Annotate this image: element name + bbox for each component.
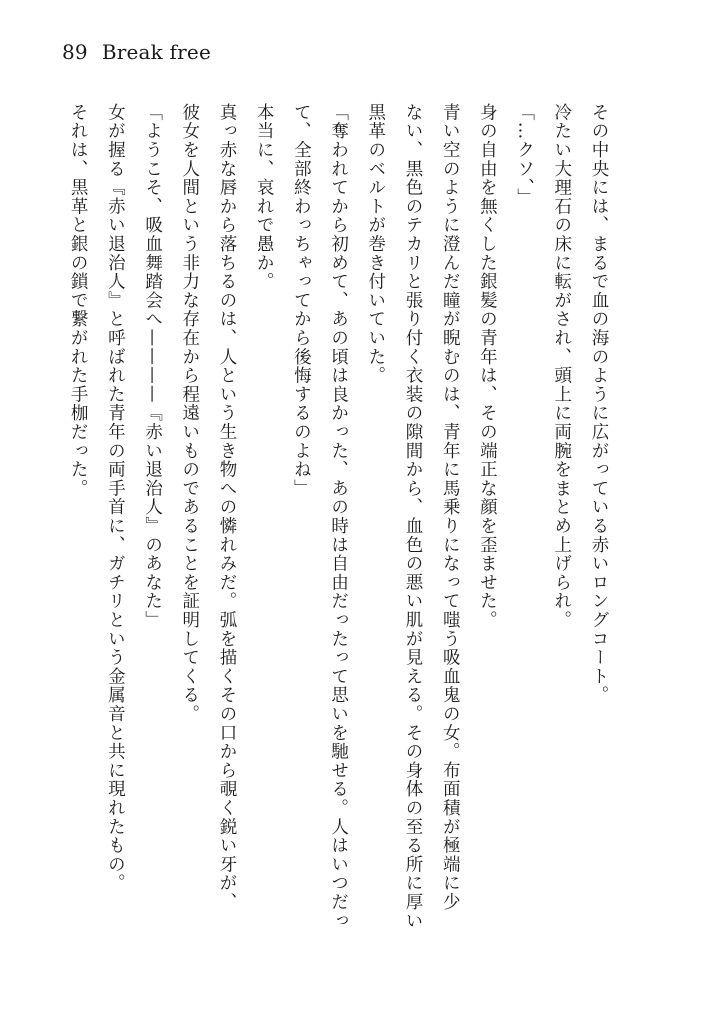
text-line: 彼女を人間という非力な存在から程遠いものであることを証明してくる。 bbox=[179, 103, 200, 724]
text-line: 青い空のように澄んだ瞳が睨むのは、青年に馬乗りになって嗤う吸血鬼の女。布面積が極端に少 bbox=[440, 103, 461, 912]
text-line: 冷たい大理石の床に転がされ、頭上に両腕をまとめ上げられ。 bbox=[551, 103, 572, 630]
vertical-body-text bbox=[59, 103, 617, 963]
text-line: 「…クソ、」 bbox=[514, 103, 535, 208]
text-line: 黒革のベルトが巻き付いていた。 bbox=[365, 103, 386, 385]
text-line: それは、黒革と銀の鎖で繋がれた手枷だった。 bbox=[68, 103, 89, 498]
text-line: 「ようこそ、吸血舞踏会へ————『赤い退治人』のあなた」 bbox=[142, 103, 163, 630]
text-line: 「奪われてから初めて、あの頃は良かった、あの時は自由だったって思いを馳せる。人はいつだっ bbox=[328, 103, 349, 931]
text-line: 身の自由を無くした銀髪の青年は、その端正な顔を歪ませた。 bbox=[477, 103, 498, 630]
text-line: ない、黒色のテカリと張り付く衣装の隙間から、血色の悪い肌が見える。その身体の至る所に厚い bbox=[402, 103, 423, 931]
chapter-title: Break free bbox=[101, 40, 211, 64]
text-line: 真っ赤な唇から落ちるのは、人という生き物への憐れみだ。弧を描くその口から覗く鋭い牙が、 bbox=[216, 103, 237, 912]
text-line: て、全部終わっちゃってから後悔するのよね」 bbox=[291, 103, 312, 498]
text-line: 本当に、哀れで愚か。 bbox=[254, 103, 275, 291]
text-line: その中央には、まるで血の海のように広がっている赤いロングコート。 bbox=[589, 103, 609, 705]
page-number: 89 bbox=[62, 40, 88, 64]
text-line: 女が握る『赤い退治人』と呼ばれた青年の両手首に、ガチリという金属音と共に現れたもの。 bbox=[105, 103, 126, 893]
running-header bbox=[62, 40, 211, 64]
